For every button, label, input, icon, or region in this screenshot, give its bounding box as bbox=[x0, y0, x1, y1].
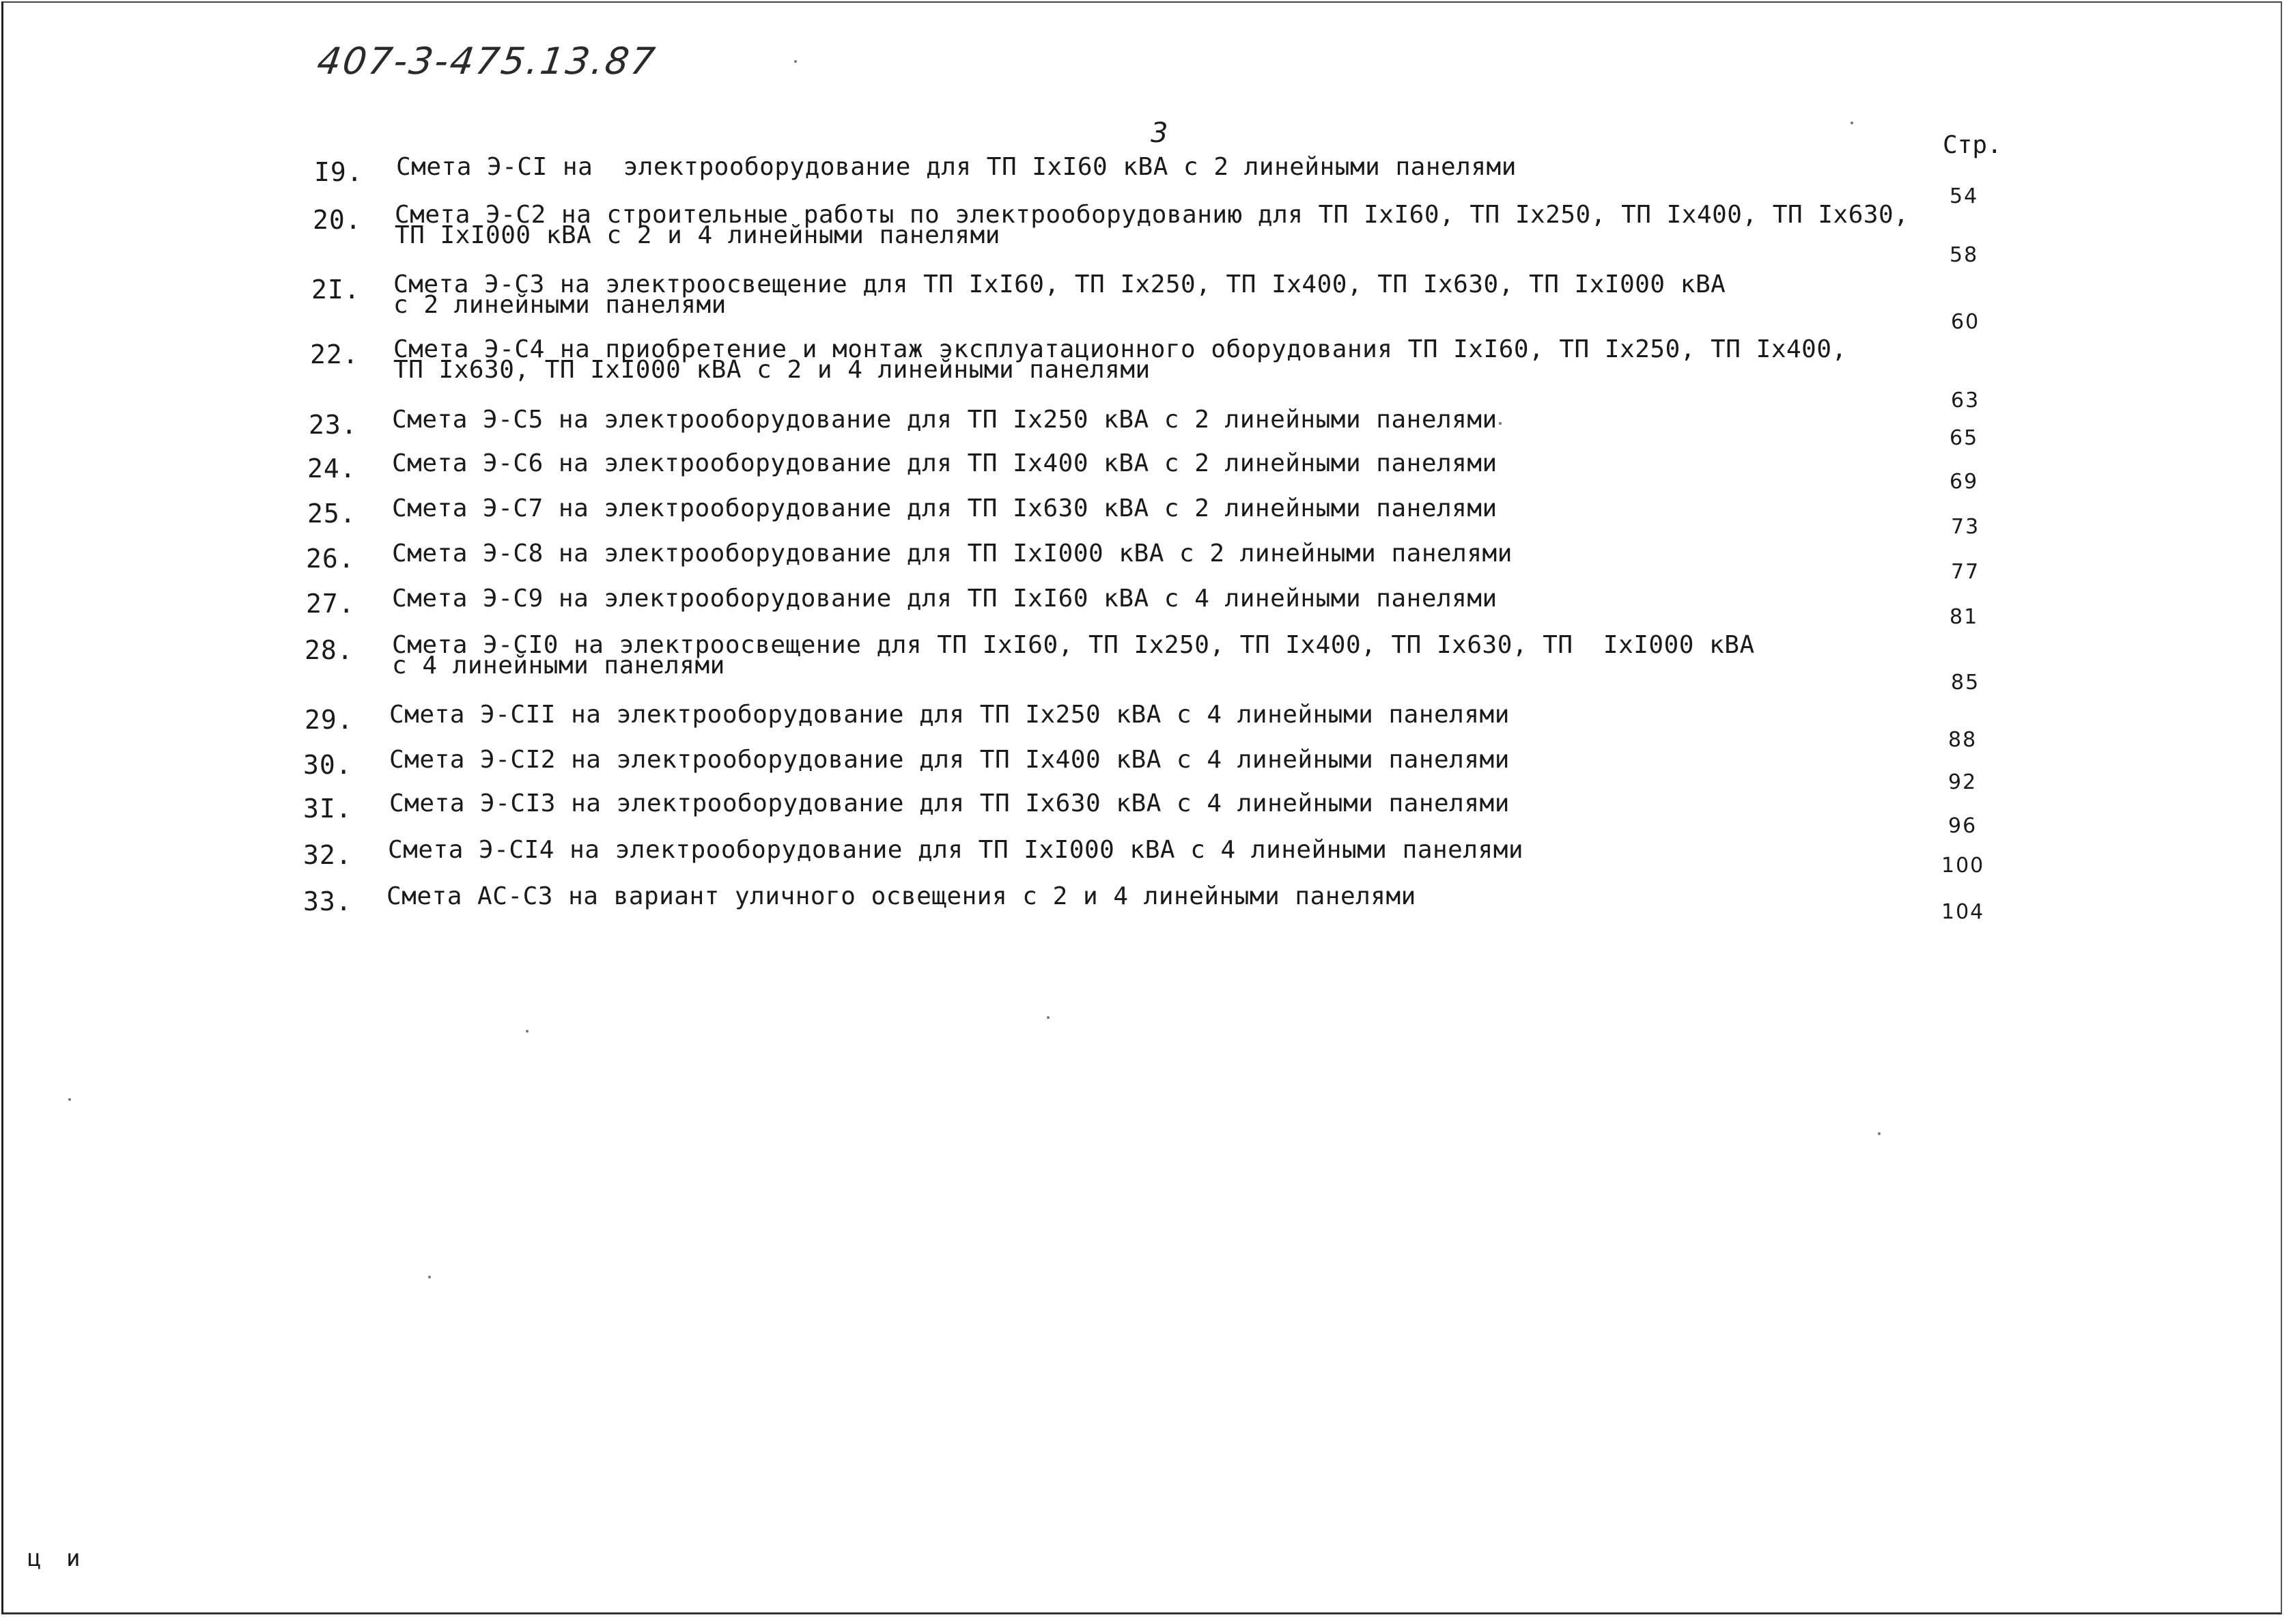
entry-number: 33. bbox=[303, 886, 352, 916]
entry-line: с 2 линейными панелями bbox=[393, 291, 727, 319]
entry-page-number: 85 bbox=[1951, 671, 1980, 695]
entry-line: Смета Э-СII на электрооборудование для ТП Iх250 кВА с 4 линейными панелями bbox=[389, 701, 1510, 729]
entry-number: 28. bbox=[305, 635, 354, 665]
entry-page-number: 100 bbox=[1941, 854, 1985, 878]
entry-number: 32. bbox=[303, 840, 352, 870]
scan-speck bbox=[1047, 1016, 1050, 1019]
entry-line: Смета Э-С2 на строительные работы по электрооборудованию для ТП IхI60, ТП Iх250, ТП Iх400, ТП Iх630, bbox=[395, 201, 1909, 229]
scan-speck bbox=[1499, 422, 1502, 425]
entry-line: Смета Э-С7 на электрооборудование для ТП Iх630 кВА с 2 линейными панелями bbox=[392, 494, 1497, 522]
entry-number: 25. bbox=[307, 499, 356, 529]
entry-number: 30. bbox=[303, 750, 352, 780]
scan-speck bbox=[1851, 122, 1853, 124]
entry-page-number: 54 bbox=[1950, 184, 1979, 208]
entry-number: I9. bbox=[314, 157, 363, 187]
entry-number: 26. bbox=[306, 544, 355, 574]
entry-line: Смета Э-СI4 на электрооборудование для ТП IхI000 кВА с 4 линейными панелями bbox=[388, 836, 1524, 864]
entry-page-number: 73 bbox=[1951, 515, 1980, 539]
entry-page-number: 69 bbox=[1950, 470, 1979, 494]
page-column-header: Стр. bbox=[1943, 131, 2002, 159]
entry-line: Смета Э-С6 на электрооборудование для ТП Iх400 кВА с 2 линейными панелями bbox=[392, 449, 1497, 477]
entry-line: ТП IхI000 кВА с 2 и 4 линейными панелями bbox=[395, 221, 1000, 249]
scan-speck bbox=[526, 1030, 529, 1033]
entry-line: Смета Э-СI2 на электрооборудование для ТП Iх400 кВА с 4 линейными панелями bbox=[389, 746, 1510, 774]
entry-line: Смета Э-СI0 на электроосвещение для ТП IхI60, ТП Iх250, ТП Iх400, ТП Iх630, ТП IхI000 кВА bbox=[392, 631, 1755, 659]
entry-line: Смета АС-С3 на вариант уличного освещения с 2 и 4 линейными панелями bbox=[386, 882, 1416, 910]
entry-number: 24. bbox=[307, 453, 356, 484]
entry-line: Смета Э-С3 на электроосвещение для ТП IхI60, ТП Iх250, ТП Iх400, ТП Iх630, ТП IхI000 кВА bbox=[393, 270, 1726, 298]
entry-line: ТП Iх630, ТП IхI000 кВА с 2 и 4 линейными панелями bbox=[393, 356, 1151, 384]
entry-page-number: 104 bbox=[1941, 900, 1985, 924]
scan-speck bbox=[428, 1276, 431, 1278]
entry-page-number: 63 bbox=[1951, 389, 1980, 412]
entry-line: с 4 линейными панелями bbox=[392, 652, 725, 680]
scan-speck bbox=[1878, 1132, 1881, 1135]
entry-page-number: 60 bbox=[1951, 310, 1980, 334]
entry-number: 27. bbox=[306, 589, 355, 619]
entry-page-number: 65 bbox=[1950, 426, 1979, 450]
entry-line: Смета Э-СI3 на электрооборудование для ТП Iх630 кВА с 4 линейными панелями bbox=[389, 789, 1510, 817]
entry-line: Смета Э-С9 на электрооборудование для ТП IхI60 кВА с 4 линейными панелями bbox=[392, 585, 1497, 613]
entry-page-number: 96 bbox=[1948, 814, 1978, 838]
scan-speck bbox=[68, 1098, 71, 1101]
corner-mark: ц и bbox=[27, 1545, 86, 1572]
page-number: 3 bbox=[1151, 117, 1168, 149]
entry-number: 22. bbox=[310, 339, 359, 369]
entry-page-number: 88 bbox=[1948, 728, 1978, 752]
document-code: 407-3-475.13.87 bbox=[314, 40, 660, 83]
scan-speck bbox=[794, 60, 797, 63]
entry-line: Смета Э-СI на электрооборудование для ТП IхI60 кВА с 2 линейными панелями bbox=[396, 153, 1517, 181]
entry-number: 2I. bbox=[311, 275, 361, 305]
entry-page-number: 77 bbox=[1951, 560, 1980, 584]
entry-page-number: 58 bbox=[1950, 243, 1979, 267]
entry-number: 3I. bbox=[303, 794, 352, 824]
entry-number: 20. bbox=[313, 205, 362, 235]
entry-line: Смета Э-С8 на электрооборудование для ТП IхI000 кВА с 2 линейными панелями bbox=[392, 540, 1513, 568]
entry-number: 29. bbox=[305, 705, 354, 735]
entry-line: Смета Э-С4 на приобретение и монтаж эксплуатационного оборудования ТП IхI60, ТП Iх250, ТП Iх400, bbox=[393, 335, 1847, 363]
entry-page-number: 92 bbox=[1948, 770, 1978, 794]
entry-number: 23. bbox=[309, 410, 358, 440]
entry-line: Смета Э-С5 на электрооборудование для ТП Iх250 кВА с 2 линейными панелями bbox=[392, 406, 1497, 434]
entry-page-number: 81 bbox=[1950, 605, 1979, 629]
